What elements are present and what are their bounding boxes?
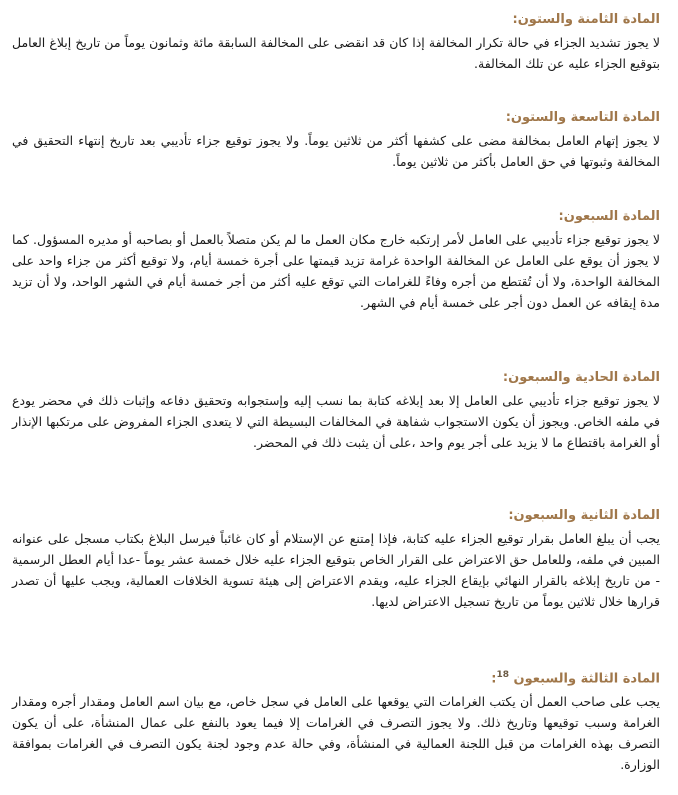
article-title-text: المادة الثالثة والسبعون [513, 671, 660, 687]
article-body: يجب على صاحب العمل أن يكتب الغرامات التي يوقعها على العامل في سجل خاص، مع بيان اسم العامل ومقدار أجره ومقدار الغرامة وسبب توقيعها وتاريخ ذلك. ولا يجوز التصرف في الغرامات إلا فيما يعود بالنفع على عمال المنشأة، على أن يكون التصرف بهذه الغرامات من قبل اللجنة العمالية في المنشأة، وفي حالة عدم وجود لجنة يكون التصرف في الغرامات بموافقة الوزارة. [12, 694, 660, 773]
article-title: المادة الثانية والسبعون: [508, 508, 660, 523]
article-68 [12, 10, 660, 108]
article-body: لا يجوز توقيع جزاء تأديبي على العامل إلا بعد إبلاغه كتابة بما نسب إليه وإستجوابه وتحقيق دفاعه وإثبات ذلك في محضر يودع في ملفه الخاص. ويجوز أن يكون الاستجواب شفاهة في المخالفات البسيطة التي لا يتعدى الجزاء المفروض على مرتكبها الإنذار أو الغرامة باقتطاع ما لا يزيد على أجر يوم واحد ،على أن يثبت ذلك في المحضر. [12, 393, 660, 450]
footnote-marker[interactable]: 18 [496, 670, 509, 680]
article-title-colon: : [491, 671, 497, 687]
article-body: لا يجوز توقيع جزاء تأديبي على العامل لأمر إرتكبه خارج مكان العمل ما لم يكن متصلاً بالعمل أو بصاحبه أو مديره المسؤول. كما لا يجوز أن يوقع على العامل عن المخالفة الواحدة غرامة تزيد قيمتها على أجرة خمسة أيام، ولا توقيع أكثر من جزاء واحد على المخالفة الواحدة، ولا أن تُقتطع من أجره وفاءً للغرامات التي توقع عليه أكثر من أجر خمسة أيام في الشهر الواحد، ولا أن تزيد مدة إيقافه عن العمل دون أجر على خمسة أيام في الشهر. [12, 232, 660, 310]
article-70 [12, 207, 660, 368]
article-body: لا يجوز تشديد الجزاء في حالة تكرار المخالفة إذا كان قد انقضى على المخالفة السابقة مائة وثمانون يوماً من تاريخ إبلاغ العامل بتوقيع الجزاء عليه عن تلك المخالفة. [12, 35, 660, 71]
article-title-with-footnote [12, 665, 660, 689]
article-72 [12, 506, 660, 665]
article-73 [12, 665, 660, 795]
article-body: يجب أن يبلغ العامل بقرار توقيع الجزاء عليه كتابة، فإذا إمتنع عن الإستلام أو كان غائباً فيرسل البلاغ بكتاب مسجل على عنوانه المبين في ملفه، وللعامل حق الاعتراض على القرار الخاص بتوقيع الجزاء عليه خلال خمسة عشر يوماً -عدا أيام العطل الرسمية - من تاريخ إبلاغه بالقرار النهائي بإيقاع الجزاء عليه، ويقدم الاعتراض إلى هيئة تسوية الخلافات العمالية، ويجب عليها أن تصدر قرارها خلال ثلاثين يوماً من تاريخ تسجيل الاعتراض لديها. [12, 531, 660, 609]
article-body: لا يجوز إتهام العامل بمخالفة مضى على كشفها أكثر من ثلاثين يوماً. ولا يجوز توقيع جزاء تأديبي بعد تاريخ إنتهاء التحقيق في المخالفة وثبوتها في حق العامل بأكثر من ثلاثين يوماً. [12, 133, 660, 169]
article-title: المادة السبعون: [558, 209, 660, 224]
article-69 [12, 108, 660, 207]
article-71 [12, 368, 660, 506]
article-title: المادة التاسعة والستون: [505, 110, 660, 125]
article-title: المادة الحادية والسبعون: [502, 370, 660, 385]
article-title: المادة الثامنة والستون: [512, 12, 660, 27]
